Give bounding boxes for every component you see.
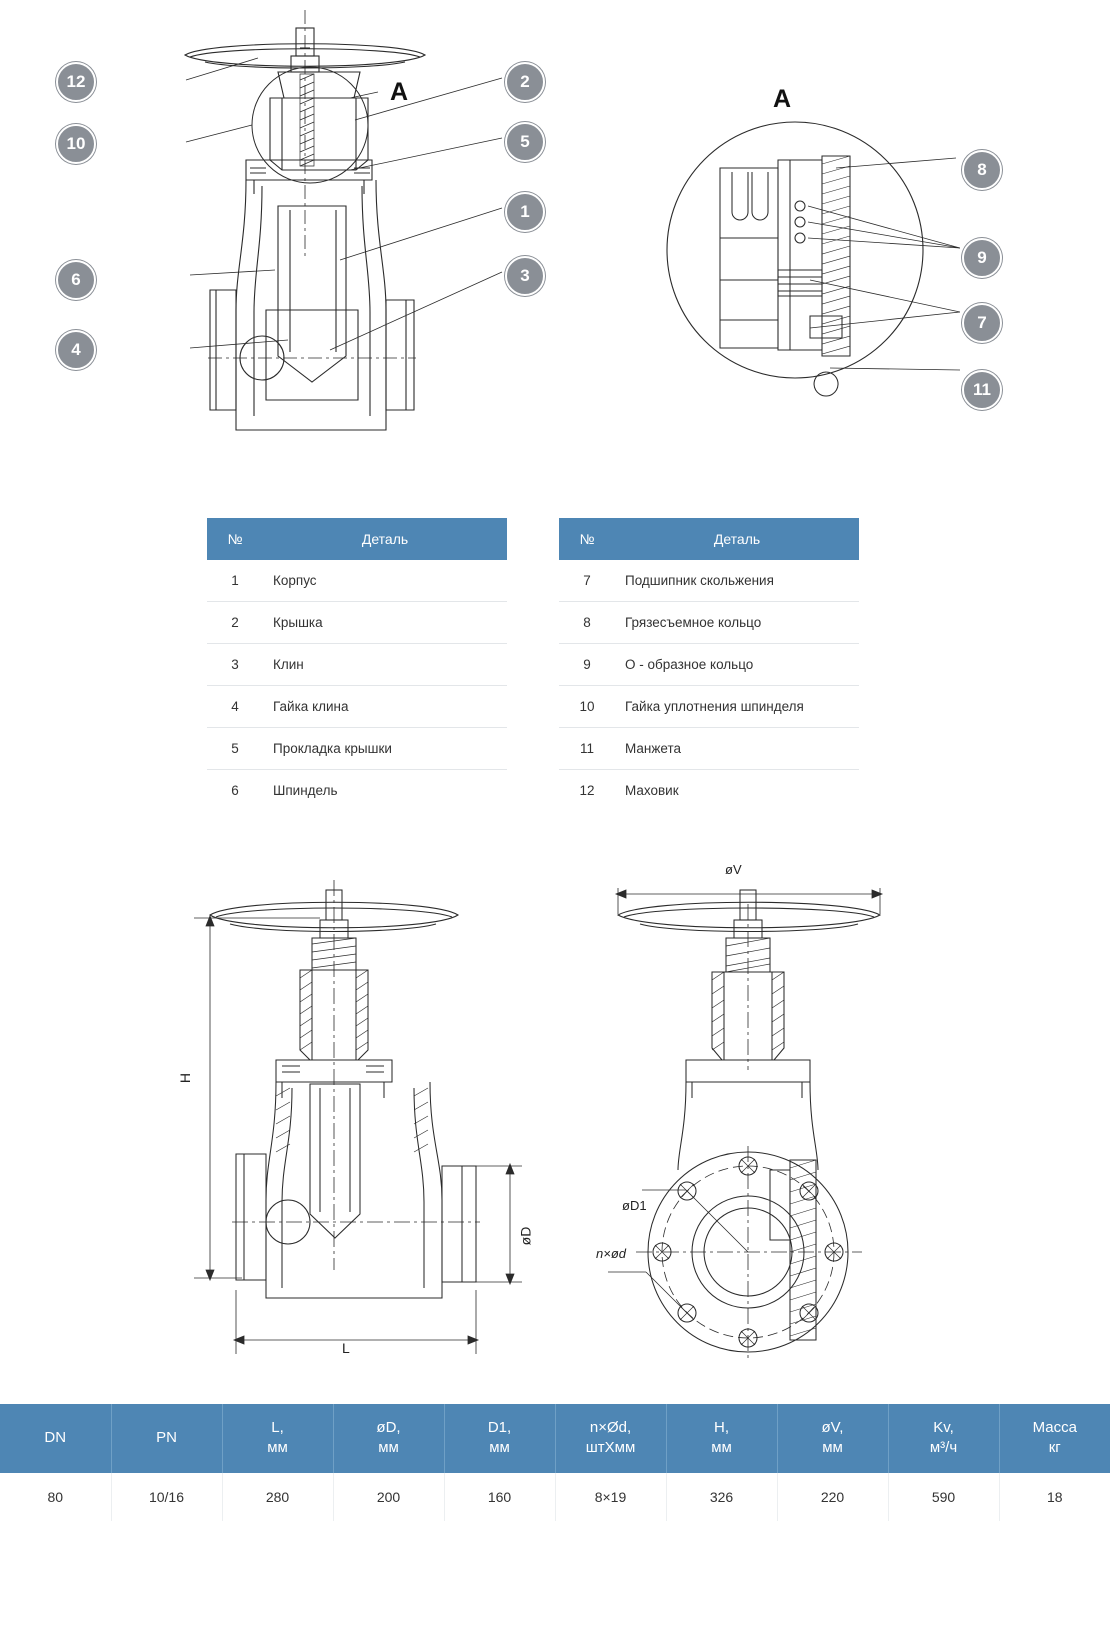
spec-cell-ov: 220 bbox=[777, 1473, 888, 1521]
part-name: Шпиндель bbox=[273, 783, 338, 798]
part-number: 10 bbox=[559, 686, 615, 728]
parts-table-right-header-row bbox=[559, 518, 859, 560]
parts-right-header-num: № bbox=[559, 518, 615, 560]
spec-header-h-line1: H, bbox=[714, 1419, 729, 1436]
table-row bbox=[559, 560, 859, 602]
spec-header-nod-line1: n×Ød, bbox=[589, 1419, 632, 1436]
detail-marker-a-main: A bbox=[390, 78, 409, 106]
callout-5: 5 bbox=[505, 122, 545, 162]
spec-header-l-line2: мм bbox=[267, 1439, 288, 1457]
parts-tables-container bbox=[0, 518, 1110, 811]
part-number: 6 bbox=[231, 783, 239, 798]
spec-header-d1-line1: D1, bbox=[487, 1419, 512, 1436]
part-name: Манжета bbox=[615, 728, 859, 770]
part-name: Прокладка крышки bbox=[263, 728, 507, 770]
part-name: Корпус bbox=[263, 560, 507, 602]
part-name: О - образное кольцо bbox=[615, 644, 859, 686]
table-row bbox=[207, 770, 507, 812]
table-row bbox=[0, 1473, 1110, 1521]
spec-header-ov-line2: мм bbox=[822, 1439, 843, 1457]
spec-header-h-line2: мм bbox=[711, 1439, 732, 1457]
spec-cell-h: 326 bbox=[666, 1473, 777, 1521]
callout-1: 1 bbox=[505, 192, 545, 232]
table-row bbox=[207, 728, 507, 770]
callout-10: 10 bbox=[56, 124, 96, 164]
spec-header-dn bbox=[0, 1404, 111, 1473]
part-number: 5 bbox=[207, 728, 263, 770]
parts-table-right bbox=[559, 518, 859, 811]
callout-4: 4 bbox=[56, 330, 96, 370]
table-row bbox=[559, 728, 859, 770]
spec-cell-pn: 10/16 bbox=[111, 1473, 222, 1521]
parts-table-left bbox=[207, 518, 507, 811]
spec-header-pn bbox=[111, 1404, 222, 1473]
callout-3: 3 bbox=[505, 256, 545, 296]
dimension-label-ov: øV bbox=[725, 862, 742, 877]
parts-left-header-num: № bbox=[207, 518, 263, 560]
detail-a-drawing bbox=[660, 120, 960, 410]
callout-9: 9 bbox=[962, 238, 1002, 278]
spec-header-mass bbox=[999, 1404, 1110, 1473]
specification-table bbox=[0, 1404, 1110, 1521]
parts-left-header-part: Деталь bbox=[263, 518, 507, 560]
spec-header-kv-line2: м³/ч bbox=[929, 1439, 958, 1457]
part-number: 4 bbox=[207, 686, 263, 728]
part-number: 9 bbox=[559, 644, 615, 686]
callout-8: 8 bbox=[962, 150, 1002, 190]
dimension-label-od1: øD1 bbox=[622, 1198, 647, 1213]
part-name: Гайка уплотнения шпинделя bbox=[615, 686, 859, 728]
spec-header-kv-line1: Kv, bbox=[933, 1419, 954, 1436]
dimension-label-h: H bbox=[177, 1072, 194, 1084]
spec-header-d1 bbox=[444, 1404, 555, 1473]
spec-header-ov bbox=[777, 1404, 888, 1473]
spec-cell-od: 200 bbox=[333, 1473, 444, 1521]
spec-header-h bbox=[666, 1404, 777, 1473]
part-number: 7 bbox=[559, 560, 615, 602]
spec-cell-kv: 590 bbox=[888, 1473, 999, 1521]
callout-11: 11 bbox=[962, 370, 1002, 410]
side-view-drawing bbox=[600, 870, 980, 1370]
table-row bbox=[207, 602, 507, 644]
spec-header-ov-line1: øV, bbox=[821, 1419, 844, 1436]
part-number: 1 bbox=[207, 560, 263, 602]
spec-cell-mass: 18 bbox=[1046, 1488, 1063, 1505]
spec-header-mass-line2: кг bbox=[1048, 1439, 1061, 1457]
spec-header-mass-line1: Масса bbox=[1032, 1419, 1077, 1436]
part-name: Клин bbox=[263, 644, 507, 686]
spec-header-l bbox=[222, 1404, 333, 1473]
part-number: 12 bbox=[579, 783, 595, 798]
specification-table-container bbox=[0, 1404, 1110, 1521]
part-number: 8 bbox=[559, 602, 615, 644]
callout-12: 12 bbox=[56, 62, 96, 102]
spec-header-od-line2: мм bbox=[378, 1439, 399, 1457]
spec-header-d1-line2: мм bbox=[489, 1439, 510, 1457]
spec-header-dn-line1: DN bbox=[44, 1429, 67, 1447]
table-row bbox=[559, 644, 859, 686]
table-row bbox=[559, 686, 859, 728]
detail-title-a: A bbox=[773, 85, 792, 113]
dimension-label-bolts: n×ød bbox=[596, 1246, 626, 1261]
table-row bbox=[207, 686, 507, 728]
spec-cell-nod: 8×19 bbox=[555, 1473, 666, 1521]
spec-header-od-line1: øD, bbox=[376, 1419, 401, 1436]
part-name: Грязесъемное кольцо bbox=[615, 602, 859, 644]
table-row bbox=[207, 560, 507, 602]
callout-7: 7 bbox=[962, 303, 1002, 343]
spec-header-pn-line1: PN bbox=[156, 1429, 177, 1447]
spec-header-nod-line2: штХмм bbox=[585, 1439, 636, 1457]
parts-table-left-header-row bbox=[207, 518, 507, 560]
spec-cell-d1: 160 bbox=[444, 1473, 555, 1521]
part-number: 11 bbox=[559, 728, 615, 770]
front-view-drawing bbox=[170, 870, 550, 1370]
spec-header-row bbox=[0, 1404, 1110, 1473]
dimension-label-l: L bbox=[342, 1340, 350, 1356]
table-row bbox=[559, 770, 859, 812]
table-row bbox=[207, 644, 507, 686]
spec-cell-dn: 80 bbox=[0, 1473, 111, 1521]
spec-header-kv bbox=[888, 1404, 999, 1473]
part-name: Подшипник скольжения bbox=[615, 560, 859, 602]
parts-right-header-part: Деталь bbox=[615, 518, 859, 560]
dimension-label-od: øD bbox=[517, 1226, 534, 1246]
table-row bbox=[559, 602, 859, 644]
part-number: 3 bbox=[207, 644, 263, 686]
callout-6: 6 bbox=[56, 260, 96, 300]
part-number: 2 bbox=[207, 602, 263, 644]
part-name: Маховик bbox=[625, 783, 679, 798]
spec-header-od bbox=[333, 1404, 444, 1473]
spec-cell-l: 280 bbox=[222, 1473, 333, 1521]
part-name: Гайка клина bbox=[263, 686, 507, 728]
part-name: Крышка bbox=[263, 602, 507, 644]
callout-2: 2 bbox=[505, 62, 545, 102]
spec-header-l-line1: L, bbox=[271, 1419, 284, 1436]
spec-header-nod bbox=[555, 1404, 666, 1473]
